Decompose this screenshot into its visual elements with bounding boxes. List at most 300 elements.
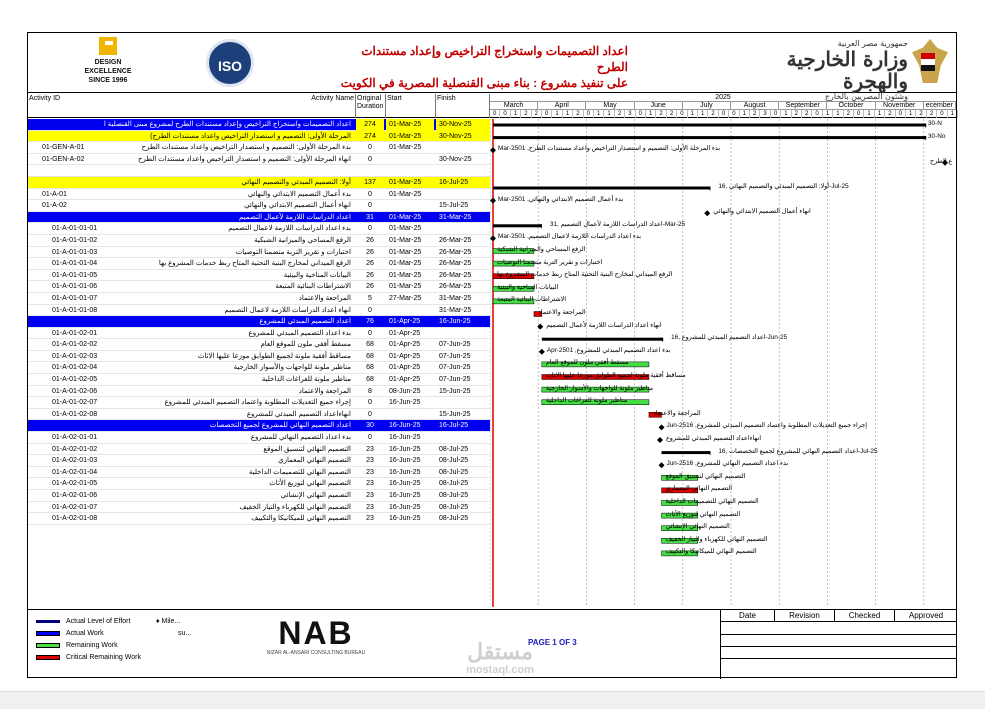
duration-cell: 23 — [366, 480, 374, 488]
timeline-week: 0 — [584, 110, 594, 118]
timeline-week: 2 — [750, 110, 760, 118]
table-row[interactable] — [28, 316, 490, 328]
timeline-week: 0 — [937, 110, 947, 118]
finish-cell: 08-Jul-25 — [439, 492, 469, 499]
start-cell: 08-Jun-25 — [389, 387, 421, 395]
activity-id: 01-A-01-02-05 — [52, 376, 98, 384]
activity-name: البيانات المناخية والبيئية — [283, 271, 351, 279]
project-title — [328, 43, 628, 91]
timeline-week: 2 — [521, 110, 531, 118]
gantt-chart — [490, 119, 956, 607]
table-row[interactable] — [28, 281, 490, 293]
activity-name: التصميم النهائي للميكانيكا والتكييف — [251, 515, 351, 523]
activity-id: 01-A-01-02-03 — [52, 352, 98, 360]
activity-id: 01-GEN-A-02 — [42, 155, 85, 163]
start-cell: 01-Mar-25 — [389, 225, 422, 233]
timeline-week: 1 — [563, 110, 573, 118]
start-cell: 16-Jun-25 — [389, 457, 421, 465]
activity-name: بدء أعمال التصميم الابتدائي والنهائي — [247, 190, 351, 198]
gantt-label: اعداد الدراسات اللازمة لأعمال التصميم ,31-Mar-25 — [549, 220, 686, 228]
legend-label: Critical Remaining Work — [66, 654, 141, 661]
timeline-week: 1 — [604, 110, 614, 118]
table-row[interactable] — [28, 165, 490, 177]
activity-id: 01-A-02-01-02 — [52, 445, 98, 453]
activity-id: 01-A-02-01-08 — [52, 515, 98, 523]
table-row[interactable] — [28, 258, 490, 270]
start-cell: 01-Mar-25 — [389, 178, 422, 186]
activity-name: انهاء أعمال التصميم الابتدائي والنهائي — [244, 202, 351, 210]
start-cell: 01-Apr-25 — [389, 329, 421, 337]
start-cell: 16-Jun-25 — [389, 434, 421, 442]
design-logo-mark-icon — [99, 37, 117, 55]
table-row[interactable] — [28, 397, 490, 409]
rev-line — [721, 658, 957, 659]
duration-cell: 68 — [366, 376, 374, 384]
timeline-week: 2 — [792, 110, 802, 118]
finish-cell: 07-Jun-25 — [439, 341, 471, 349]
table-row[interactable] — [28, 293, 490, 305]
nab-logo-text: NAB — [278, 615, 354, 651]
timeline-week: 2 — [708, 110, 718, 118]
gantt-label: انهاء أعمال التصميم الابتدائي والنهائي — [713, 208, 811, 216]
watermark-arabic: مستقل — [467, 639, 533, 664]
timeline-year: 2025 — [490, 94, 956, 102]
activity-name: بدء اعداد التصميم المبدئي للمشروع — [248, 329, 351, 337]
duration-cell: 76 — [366, 318, 374, 326]
gantt-label: البيانات المناخية والبيئية — [497, 283, 559, 291]
legend-critical-work — [36, 654, 141, 662]
gantt-label: اعداد التصميم النهائي للمشروع لجميع التخصصات ,16-Jul-25 — [718, 447, 878, 455]
table-row[interactable] — [28, 444, 490, 456]
timeline-week: 2 — [927, 110, 937, 118]
activity-id: 01-A-01-01-02 — [52, 236, 98, 244]
activity-name: مسقط أفقي ملون للموقع العام — [260, 341, 351, 349]
duration-cell: 0 — [368, 434, 372, 442]
duration-cell: 23 — [366, 515, 374, 523]
timeline-week: 1 — [781, 110, 791, 118]
timeline-week: 1 — [646, 110, 656, 118]
design-excellence-logo — [68, 37, 148, 85]
finish-cell: 31-Mar-25 — [439, 306, 472, 314]
rev-line — [721, 646, 957, 647]
duration-cell: 8 — [368, 387, 372, 395]
finish-cell: 16-Jul-25 — [439, 422, 469, 430]
activity-id: 01-A-01-01-07 — [52, 294, 98, 302]
duration-cell: 0 — [368, 155, 372, 163]
timeline-week: 1 — [823, 110, 833, 118]
finish-cell: 15-Jul-25 — [439, 202, 469, 210]
duration-cell: 5 — [368, 294, 372, 302]
watermark — [430, 640, 570, 676]
finish-cell: 08-Jul-25 — [439, 480, 469, 488]
legend-swatch — [36, 620, 60, 623]
activity-name: انهاء اعداد الدراسات اللازمة لاعمال التصميم — [224, 306, 351, 314]
ministry-logo-text — [718, 39, 908, 101]
timeline-header — [490, 94, 956, 118]
duration-cell: 23 — [366, 503, 374, 511]
timeline-week: 2 — [802, 110, 812, 118]
col-activity-name[interactable]: Activity Name — [308, 94, 356, 118]
milestone-marker — [657, 437, 663, 443]
table-row[interactable] — [28, 328, 490, 340]
table-row[interactable] — [28, 502, 490, 514]
activity-name: المراجعة والاعتماد — [298, 387, 351, 395]
gantt-label: اعداد التصميم المبدئي للمشروع ,16-Jun-25 — [671, 334, 788, 342]
start-cell: 16-Jun-25 — [389, 468, 421, 476]
ministry-line-3: وشئون المصريين بالخارج — [824, 92, 908, 101]
timeline-month: August — [731, 102, 779, 110]
column-headers — [28, 94, 490, 118]
start-cell: 01-Mar-25 — [389, 271, 422, 279]
table-row[interactable] — [28, 351, 490, 363]
gantt-label: اختبارات و تقرير التربة متضمنا التوصيات — [497, 258, 603, 266]
gantt-label: Mar-25بدء اعداد الدراسات اللازمة لاعمال التصميم, 01 — [498, 233, 642, 241]
page-footer-bar — [0, 691, 985, 709]
gantt-label: Mar-25بدء أعمال التصميم الابتدائي والنهائي, 01 — [498, 195, 624, 203]
activity-name: التصميم النهائي للتصميمات الداخلية — [248, 468, 351, 476]
start-cell: 01-Mar-25 — [389, 132, 422, 140]
activity-id: 01-A-02-01-03 — [52, 457, 98, 465]
duration-cell: 26 — [366, 271, 374, 279]
table-row[interactable] — [28, 455, 490, 467]
timeline-week: 2 — [573, 110, 583, 118]
finish-cell: 26-Mar-25 — [439, 283, 472, 291]
gantt-label: انهاء اعداد الدراسات اللازمة لأعمال التصميم — [546, 321, 662, 329]
gantt-label: ع الطرح — [930, 157, 953, 165]
duration-cell: 68 — [366, 341, 374, 349]
title-line-2: على تنفيذ مشروع : بناء مبنى القنصلية المصرية في الكويت — [340, 76, 628, 90]
logo-line-2: EXCELLENCE — [84, 68, 132, 75]
gantt-label: Apr-25بدء اعداد التصميم المبدئي للمشروع, 01 — [546, 346, 671, 354]
col-activity-id[interactable]: Activity ID — [29, 95, 61, 102]
table-row[interactable] — [28, 247, 490, 259]
start-cell: 01-Mar-25 — [389, 248, 422, 256]
duration-cell: 68 — [366, 352, 374, 360]
duration-cell: 26 — [366, 248, 374, 256]
page-number: PAGE 1 OF 3 — [528, 638, 577, 647]
timeline-week: 0 — [490, 110, 500, 118]
finish-cell: 07-Jun-25 — [439, 352, 471, 360]
table-row[interactable] — [28, 513, 490, 525]
ministry-line-1: جمهورية مصر العربية — [837, 39, 908, 48]
duration-cell: 274 — [356, 119, 384, 131]
timeline-week: 0 — [719, 110, 729, 118]
schedule-sheet — [27, 32, 957, 678]
finish-cell: 26-Mar-25 — [439, 236, 472, 244]
start-cell: 16-Jun-25 — [389, 515, 421, 523]
finish-cell: 26-Mar-25 — [439, 271, 472, 279]
timeline-week: 1 — [511, 110, 521, 118]
activity-name: بدء اعداد التصميم النهائي للمشروع — [250, 434, 351, 442]
gantt-label: الرفع الميداني لمخارج البنية التحتية المتاح ربط خدمات المشروع بها — [497, 271, 673, 279]
gantt-label: أولا: التصميم المبدئي والتصميم النهائي ,16-Jul-25 — [718, 183, 849, 190]
timeline-week: 0 — [542, 110, 552, 118]
activity-id: 01-A-01-01-01 — [52, 225, 98, 233]
activity-name: الرفع المساحي والميزانية الشبكية — [254, 236, 351, 244]
activity-id: 01-A-02-01-01 — [52, 434, 98, 442]
table-row[interactable] — [28, 212, 490, 224]
finish-cell: 08-Jul-25 — [439, 468, 469, 476]
summary-bar — [542, 338, 663, 341]
table-row[interactable] — [28, 467, 490, 479]
activity-id: 01-A-01-01-04 — [52, 260, 98, 268]
table-row[interactable] — [28, 305, 490, 317]
table-row[interactable] — [28, 362, 490, 374]
start-cell: 01-Mar-25 — [389, 236, 422, 244]
duration-cell: 23 — [366, 457, 374, 465]
table-row[interactable] — [28, 374, 490, 386]
timeline-week: 0 — [500, 110, 510, 118]
timeline-week: 2 — [844, 110, 854, 118]
activity-name: التصميم النهائي المعماري — [278, 457, 351, 465]
gantt-label: التصميم النهائي لتنسيق الموقع — [665, 472, 746, 480]
finish-cell: 08-Jul-25 — [439, 503, 469, 511]
rev-checked: Checked — [835, 610, 895, 622]
col-duration[interactable]: Original Duration — [356, 94, 386, 118]
nab-logo-sub: NIZAR AL-ANSARI CONSULTING BUREAU — [266, 650, 366, 656]
finish-cell: 16-Jun-25 — [439, 318, 471, 326]
start-cell: 01-Apr-25 — [389, 352, 421, 360]
table-row[interactable] — [28, 189, 490, 201]
duration-cell: 0 — [368, 399, 372, 407]
gantt-label: الاشتراطات البنائية المتبعة — [497, 296, 567, 304]
table-row[interactable] — [28, 142, 490, 154]
finish-cell: 30-Nov-25 — [439, 132, 472, 140]
start-cell: 01-Mar-25 — [389, 260, 422, 268]
start-cell: 01-Apr-25 — [389, 318, 421, 326]
gantt-label: التصميم النهائي للميكانيكا والتكييف — [665, 548, 757, 556]
legend-swatch — [36, 655, 60, 660]
start-cell: 16-Jun-25 — [389, 503, 421, 511]
activity-name: انهاء المرحلة الأولى: التصميم و استصدار التراخيص واعداد مستندات الطرح — [138, 155, 351, 163]
table-row[interactable] — [28, 478, 490, 490]
table-row[interactable] — [28, 432, 490, 444]
timeline-week: 1 — [875, 110, 885, 118]
start-cell: 01-Mar-25 — [389, 190, 422, 198]
milestone-marker — [539, 349, 545, 355]
duration-cell: 0 — [368, 190, 372, 198]
finish-cell: 16-Jul-25 — [439, 178, 469, 186]
table-row[interactable] — [28, 235, 490, 247]
nab-logo — [266, 616, 366, 656]
logo-line-3: SINCE 1996 — [88, 77, 128, 84]
start-cell: 16-Jun-25 — [389, 399, 421, 407]
start-cell: 01-Mar-25 — [389, 283, 422, 291]
milestone-marker — [490, 147, 496, 153]
start-cell: 16-Jun-25 — [389, 445, 421, 453]
gantt-label: التصميم النهائي لتوزيع الأثاث — [665, 510, 741, 518]
legend-label: Actual Work — [66, 630, 104, 637]
start-cell: 01-Apr-25 — [389, 341, 421, 349]
timeline-month: April — [538, 102, 586, 110]
timeline-week: 0 — [677, 110, 687, 118]
timeline-month: May — [586, 102, 634, 110]
timeline-month: ecember — [924, 102, 956, 110]
gantt-label: التصميم النهائي الإنشائي — [665, 523, 730, 531]
milestone-marker — [659, 424, 665, 430]
activity-id: 01-A-02-01-04 — [52, 468, 98, 476]
revision-block — [720, 610, 956, 679]
timeline-month: July — [683, 102, 731, 110]
duration-cell: 23 — [366, 492, 374, 499]
timeline-week: 0 — [729, 110, 739, 118]
duration-cell: 26 — [366, 260, 374, 268]
table-row[interactable] — [28, 386, 490, 398]
gantt-label: مناظير ملونة للفراغات الداخلية — [545, 397, 628, 405]
table-row[interactable] — [28, 223, 490, 235]
table-row[interactable] — [28, 270, 490, 282]
table-row[interactable] — [28, 154, 490, 166]
finish-cell: 26-Mar-25 — [439, 260, 472, 268]
milestone-marker — [490, 235, 496, 241]
finish-cell: 15-Jun-25 — [439, 387, 471, 395]
table-row[interactable] — [28, 200, 490, 212]
timeline-week: 0 — [896, 110, 906, 118]
duration-cell: 0 — [368, 225, 372, 233]
start-cell: 16-Jun-25 — [389, 480, 421, 488]
legend-actual-effort — [36, 618, 130, 626]
activity-id: 01-A-01-02-02 — [52, 341, 98, 349]
timeline-week: 1 — [948, 110, 958, 118]
gantt-label: Jun-25بدء اعداد التصميم النهائي للمشروع, 16 — [666, 460, 789, 468]
group-title: أولا: التصميم المبدئي والتصميم النهائي — [241, 178, 351, 186]
legend-swatch — [36, 631, 60, 636]
gantt-label: 30-No — [928, 132, 946, 140]
rev-line — [721, 634, 957, 635]
timeline-week: 3 — [760, 110, 770, 118]
group-title: اعداد الدراسات اللازمة لأعمال التصميم — [239, 213, 351, 221]
duration-cell: 274 — [364, 132, 376, 140]
timeline-week: 1 — [552, 110, 562, 118]
duration-cell: 23 — [366, 468, 374, 476]
activity-table — [28, 119, 490, 525]
activity-id: 01-A-01-01-06 — [52, 283, 98, 291]
finish-cell: 31-Mar-25 — [439, 294, 472, 302]
timeline-week: 1 — [594, 110, 604, 118]
logo-line-1: DESIGN — [94, 59, 122, 66]
table-row[interactable] — [28, 490, 490, 502]
table-row[interactable] — [28, 119, 490, 131]
table-row[interactable] — [28, 131, 490, 143]
rev-approved: Approved — [895, 610, 957, 622]
legend-swatch — [36, 643, 60, 648]
duration-cell: 31 — [366, 213, 374, 221]
table-row[interactable] — [28, 420, 490, 432]
gantt-label: التصميم النهائي المعماري — [665, 485, 733, 493]
duration-cell: 0 — [368, 306, 372, 314]
timeline-week: 0 — [771, 110, 781, 118]
legend-milestone: ♦ Mile... — [156, 618, 181, 625]
group-title: اعداد التصميم المبدئي للمشروع — [259, 318, 351, 326]
activity-id: 01-GEN-A-01 — [42, 144, 85, 152]
finish-cell: 07-Jun-25 — [439, 376, 471, 384]
group-title: اعداد التصميمات واستخراج التراخيص وإعداد مستندات الطرح لمشروع مبنى القنصلية ا — [103, 121, 351, 128]
activity-id: 01-A-01-02-07 — [52, 399, 98, 407]
legend-summary: su... — [178, 630, 192, 637]
summary-bar — [493, 224, 542, 227]
activity-name: التصميم النهائي لتنسيق الموقع — [263, 445, 351, 453]
activity-name: المراجعة والاعتماد — [298, 294, 351, 302]
iso-certified-seal: ISO — [206, 39, 254, 87]
timeline-week: 0 — [636, 110, 646, 118]
activity-id: 01-A-01-02-06 — [52, 387, 98, 395]
timeline-month: June — [635, 102, 683, 110]
activity-id: 01-A-01-01-05 — [52, 271, 98, 279]
timeline-week: 2 — [667, 110, 677, 118]
gantt-label: Jun-25إجراء جميع التعديلات المطلوبة واعتماد التصميم المبدئي للمشروع, 16 — [666, 422, 868, 430]
activity-id: 01-A-01-01-03 — [52, 248, 98, 256]
finish-cell: 31-Mar-25 — [439, 213, 472, 221]
start-cell: 16-Jun-25 — [389, 492, 421, 499]
duration-cell: 23 — [366, 445, 374, 453]
activity-name: التصميم النهائي الإنشائي — [280, 492, 351, 499]
col-finish[interactable]: Finish — [436, 94, 490, 118]
watermark-latin: mostaql.com — [466, 664, 534, 676]
finish-cell: 08-Jul-25 — [439, 515, 469, 523]
ministry-line-2: وزارة الخارجية والهجرة — [786, 47, 908, 93]
duration-cell: 0 — [368, 144, 372, 152]
start-cell: 27-Mar-25 — [389, 294, 422, 302]
activity-id: 01-A-01-01-08 — [52, 306, 98, 314]
col-start[interactable]: Start — [386, 94, 436, 118]
start-cell: 01-Mar-25 — [389, 213, 422, 221]
finish-cell: 30-Nov-25 — [436, 119, 490, 131]
activity-name: بدء المرحلة الأولى: التصميم و استصدار التراخيص واعداد مستندات الطرح — [141, 144, 351, 152]
activity-name: التصميم النهائي لتوزيع الأثاث — [269, 480, 351, 488]
duration-cell: 26 — [366, 283, 374, 291]
start-cell: 01-Mar-25 — [389, 144, 422, 152]
gantt-label: مسقط أفقي ملون للموقع العام — [545, 359, 629, 367]
timeline-week: 3 — [625, 110, 635, 118]
gantt-label: المراجعة والاعتماد — [537, 309, 586, 316]
finish-cell: 26-Mar-25 — [439, 248, 472, 256]
gantt-label: انهاءاعداد التصميم المبدئي للمشروع — [665, 435, 762, 442]
activity-id: 01-A-02 — [42, 202, 67, 210]
duration-cell: 26 — [366, 236, 374, 244]
activity-name: الرفع الميداني لمخارج البنية التحتية المتاح ربط خدمات المشروع بها — [158, 260, 351, 268]
table-row[interactable] — [28, 339, 490, 351]
start-cell: 01-Mar-25 — [386, 119, 434, 131]
table-row[interactable] — [28, 177, 490, 189]
gantt-label: مناظير ملونة للواجهات والأسوار الخارجية — [545, 384, 654, 392]
gantt-label: المراجعة والاعتماد — [652, 409, 701, 417]
gantt-label: مساقط أفقية ملونة لجميع الطوابق موزعا عليها الاثاث — [545, 372, 686, 379]
finish-cell: 07-Jun-25 — [439, 364, 471, 372]
activity-name: إجراء جميع التعديلات المطلوبة واعتماد التصميم المبدئي للمشروع — [164, 399, 351, 407]
table-row[interactable] — [28, 409, 490, 421]
egypt-flag-icon — [921, 53, 935, 71]
activity-name: مساقط أفقية ملونة لجميع الطوابق موزعا عليها الاثاث — [197, 352, 351, 360]
summary-bar — [493, 187, 710, 190]
timeline-week: 1 — [698, 110, 708, 118]
activity-name: انهاءاعداد التصميم المبدئي للمشروع — [246, 410, 351, 418]
activity-name: مناظير ملونة للواجهات والأسوار الخارجية — [233, 364, 351, 372]
timeline-month: November — [876, 102, 924, 110]
gantt-label: التصميم النهائي للكهرباء والتيار الخفيف — [665, 535, 768, 543]
start-cell: 16-Jun-25 — [389, 422, 421, 430]
legend-actual-work — [36, 630, 104, 638]
milestone-marker — [704, 210, 710, 216]
timeline-week: 0 — [812, 110, 822, 118]
legend-label: Actual Level of Effort — [66, 618, 131, 625]
group-title: (المرحلة الأولى: التصميم و استصدار التراخيص واعداد مستندات الطرح — [150, 132, 351, 140]
duration-cell: 68 — [366, 364, 374, 372]
timeline-week: 2 — [532, 110, 542, 118]
milestone-marker — [659, 462, 665, 468]
timeline-week: 1 — [864, 110, 874, 118]
timeline-week: 0 — [854, 110, 864, 118]
activity-id: 01-A-01 — [42, 190, 67, 198]
